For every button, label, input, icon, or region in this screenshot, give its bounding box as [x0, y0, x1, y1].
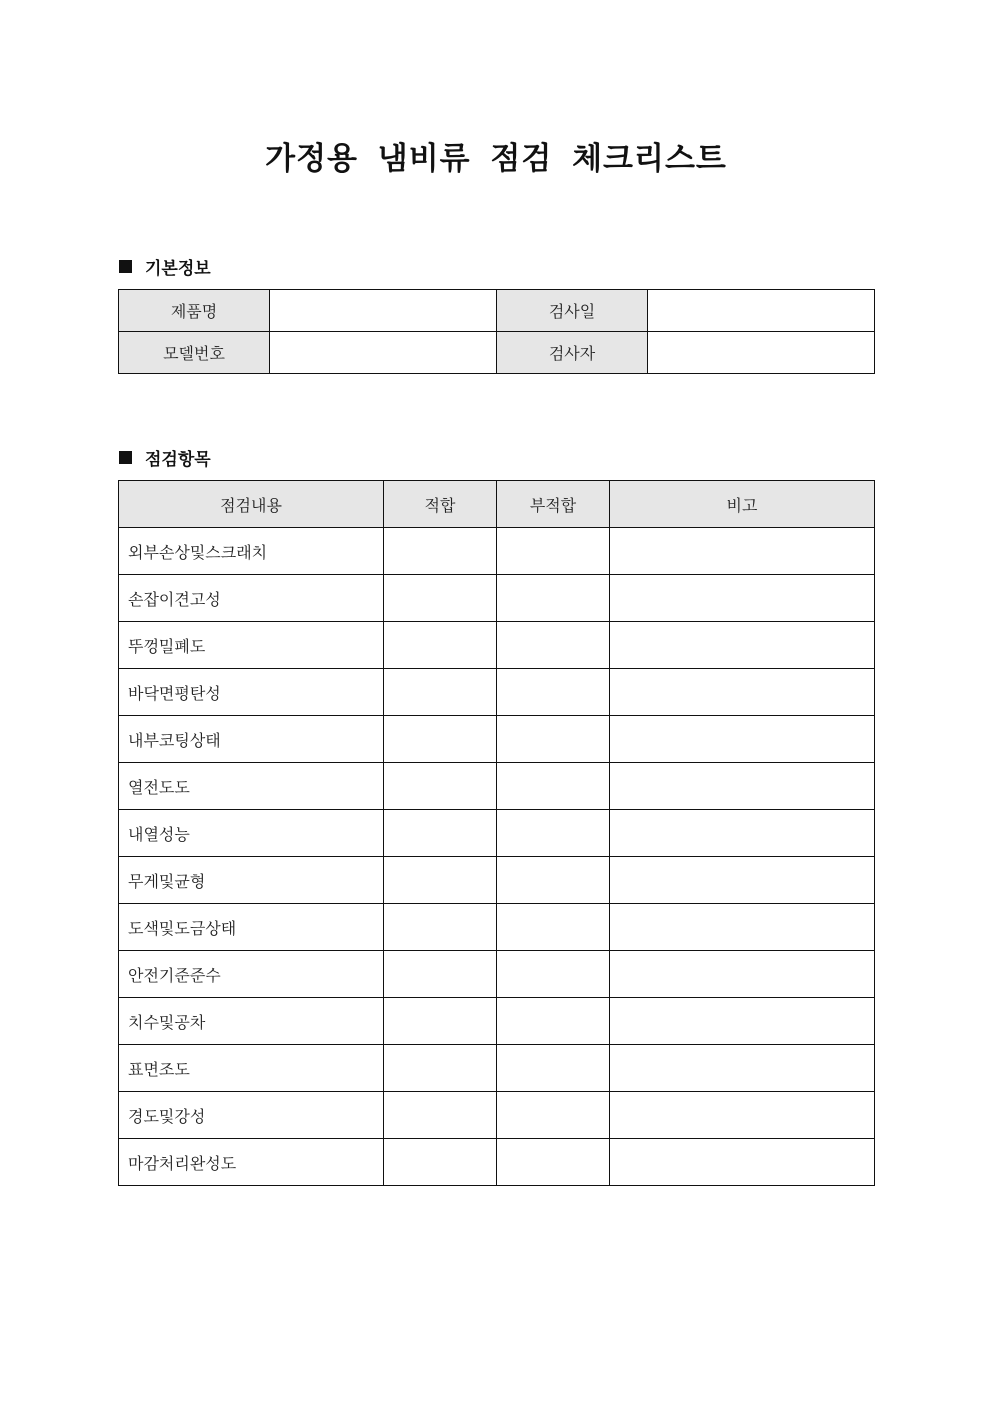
column-header-pass: 적합	[384, 481, 497, 528]
table-row	[119, 622, 875, 669]
column-header-fail: 부적합	[497, 481, 610, 528]
inspector-field[interactable]	[648, 332, 875, 374]
fail-check-cell[interactable]	[497, 1139, 610, 1186]
section-heading-label: 점검항목	[145, 450, 211, 470]
fail-check-cell[interactable]	[497, 1092, 610, 1139]
table-row	[119, 290, 875, 332]
pass-check-cell[interactable]	[384, 716, 497, 763]
pass-check-cell[interactable]	[384, 1139, 497, 1186]
model-number-label: 모델번호	[119, 332, 270, 374]
fail-check-cell[interactable]	[497, 669, 610, 716]
column-header-remarks: 비고	[610, 481, 875, 528]
table-row	[119, 1092, 875, 1139]
table-row	[119, 1139, 875, 1186]
table-row	[119, 810, 875, 857]
page-title: 가정용 냄비류 점검 체크리스트	[265, 141, 727, 177]
table-row	[119, 1045, 875, 1092]
fail-check-cell[interactable]	[497, 857, 610, 904]
pass-check-cell[interactable]	[384, 669, 497, 716]
table-row	[119, 998, 875, 1045]
remarks-cell[interactable]	[610, 716, 875, 763]
section-heading-basic-info	[119, 254, 211, 279]
table-row	[119, 857, 875, 904]
remarks-cell[interactable]	[610, 575, 875, 622]
inspection-item-label: 도색및도금상태	[119, 904, 384, 951]
section-heading-label: 기본정보	[145, 259, 211, 279]
inspection-item-label: 뚜껑밀폐도	[119, 622, 384, 669]
pass-check-cell[interactable]	[384, 1092, 497, 1139]
inspection-item-label: 안전기준준수	[119, 951, 384, 998]
fail-check-cell[interactable]	[497, 904, 610, 951]
inspection-item-label: 외부손상및스크래치	[119, 528, 384, 575]
pass-check-cell[interactable]	[384, 528, 497, 575]
fail-check-cell[interactable]	[497, 1045, 610, 1092]
product-name-label: 제품명	[119, 290, 270, 332]
inspection-date-label: 검사일	[497, 290, 648, 332]
table-row	[119, 716, 875, 763]
inspection-item-label: 바닥면평탄성	[119, 669, 384, 716]
fail-check-cell[interactable]	[497, 716, 610, 763]
remarks-cell[interactable]	[610, 810, 875, 857]
fail-check-cell[interactable]	[497, 528, 610, 575]
table-row	[119, 575, 875, 622]
table-row	[119, 951, 875, 998]
pass-check-cell[interactable]	[384, 904, 497, 951]
column-header-content: 점검내용	[119, 481, 384, 528]
square-bullet-icon	[119, 260, 132, 273]
pass-check-cell[interactable]	[384, 622, 497, 669]
fail-check-cell[interactable]	[497, 575, 610, 622]
table-row	[119, 763, 875, 810]
fail-check-cell[interactable]	[497, 622, 610, 669]
remarks-cell[interactable]	[610, 904, 875, 951]
remarks-cell[interactable]	[610, 857, 875, 904]
pass-check-cell[interactable]	[384, 810, 497, 857]
inspection-table	[118, 480, 875, 1186]
inspection-item-label: 내열성능	[119, 810, 384, 857]
remarks-cell[interactable]	[610, 1092, 875, 1139]
pass-check-cell[interactable]	[384, 575, 497, 622]
pass-check-cell[interactable]	[384, 951, 497, 998]
inspection-item-label: 열전도도	[119, 763, 384, 810]
pass-check-cell[interactable]	[384, 763, 497, 810]
table-row	[119, 904, 875, 951]
remarks-cell[interactable]	[610, 951, 875, 998]
inspector-label: 검사자	[497, 332, 648, 374]
remarks-cell[interactable]	[610, 998, 875, 1045]
inspection-item-label: 내부코팅상태	[119, 716, 384, 763]
inspection-date-field[interactable]	[648, 290, 875, 332]
table-row	[119, 528, 875, 575]
basic-info-table	[118, 289, 875, 374]
table-row	[119, 332, 875, 374]
inspection-item-label: 치수및공차	[119, 998, 384, 1045]
remarks-cell[interactable]	[610, 528, 875, 575]
section-heading-inspection	[119, 445, 211, 470]
inspection-item-label: 경도및강성	[119, 1092, 384, 1139]
table-row	[119, 669, 875, 716]
square-bullet-icon	[119, 451, 132, 464]
inspection-item-label: 손잡이견고성	[119, 575, 384, 622]
inspection-item-label: 무게및균형	[119, 857, 384, 904]
fail-check-cell[interactable]	[497, 998, 610, 1045]
pass-check-cell[interactable]	[384, 857, 497, 904]
model-number-field[interactable]	[270, 332, 497, 374]
remarks-cell[interactable]	[610, 1045, 875, 1092]
pass-check-cell[interactable]	[384, 1045, 497, 1092]
pass-check-cell[interactable]	[384, 998, 497, 1045]
remarks-cell[interactable]	[610, 1139, 875, 1186]
fail-check-cell[interactable]	[497, 763, 610, 810]
product-name-field[interactable]	[270, 290, 497, 332]
inspection-item-label: 표면조도	[119, 1045, 384, 1092]
table-header-row	[119, 481, 875, 528]
inspection-item-label: 마감처리완성도	[119, 1139, 384, 1186]
remarks-cell[interactable]	[610, 669, 875, 716]
fail-check-cell[interactable]	[497, 810, 610, 857]
remarks-cell[interactable]	[610, 763, 875, 810]
remarks-cell[interactable]	[610, 622, 875, 669]
fail-check-cell[interactable]	[497, 951, 610, 998]
